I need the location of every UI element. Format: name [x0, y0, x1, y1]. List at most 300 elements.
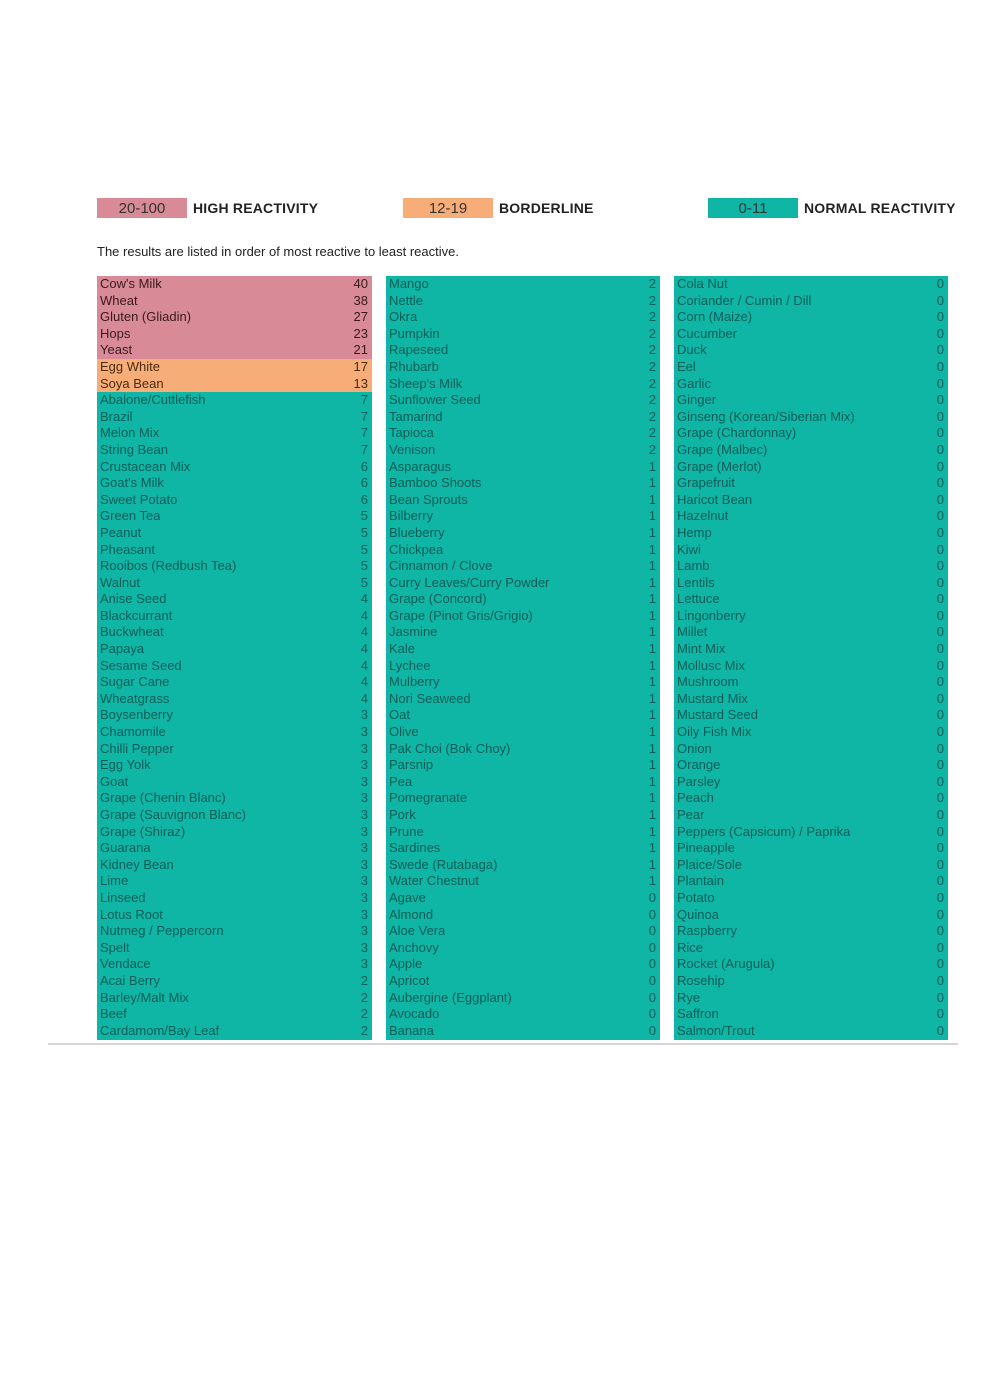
result-row	[674, 873, 948, 890]
result-row	[674, 326, 948, 343]
result-row	[674, 724, 948, 741]
food-name: Apple	[389, 956, 423, 972]
food-name: Prune	[389, 823, 424, 839]
result-row	[674, 990, 948, 1007]
food-name: Vendace	[100, 956, 151, 972]
result-row	[674, 542, 948, 559]
food-name: Okra	[389, 309, 418, 325]
result-row	[386, 591, 660, 608]
reactivity-score: 0	[936, 657, 944, 673]
reactivity-score: 0	[936, 790, 944, 806]
food-name: Salmon/Trout	[677, 1022, 755, 1038]
reactivity-score: 0	[936, 408, 944, 424]
reactivity-score: 5	[360, 508, 368, 524]
result-row	[386, 475, 660, 492]
food-name: Pea	[389, 773, 413, 789]
reactivity-score: 5	[360, 541, 368, 557]
food-name: Pineapple	[677, 840, 735, 856]
result-row	[97, 1023, 372, 1040]
result-row	[674, 840, 948, 857]
result-row	[674, 757, 948, 774]
food-name: Crustacean Mix	[100, 458, 191, 474]
result-row	[386, 1006, 660, 1023]
result-row	[386, 807, 660, 824]
legend-high	[97, 198, 318, 218]
food-name: Chilli Pepper	[100, 740, 174, 756]
food-name: Lamb	[677, 558, 710, 574]
result-row	[97, 840, 372, 857]
reactivity-score: 2	[648, 276, 656, 291]
food-name: Lychee	[389, 657, 431, 673]
food-name: Boysenberry	[100, 707, 173, 723]
result-row	[674, 824, 948, 841]
result-row	[386, 973, 660, 990]
food-name: Aubergine (Eggplant)	[389, 989, 512, 1005]
result-row	[674, 293, 948, 310]
reactivity-score: 0	[936, 276, 944, 291]
result-row	[386, 558, 660, 575]
food-name: Mustard Mix	[677, 690, 748, 706]
result-row	[386, 326, 660, 343]
result-row	[97, 359, 372, 376]
reactivity-score: 1	[648, 558, 656, 574]
food-name: Swede (Rutabaga)	[389, 856, 498, 872]
reactivity-score: 0	[936, 309, 944, 325]
result-row	[97, 525, 372, 542]
food-name: Mustard Seed	[677, 707, 758, 723]
result-row	[674, 707, 948, 724]
reactivity-score: 3	[360, 840, 368, 856]
reactivity-score: 1	[648, 591, 656, 607]
reactivity-score: 3	[360, 807, 368, 822]
reactivity-score: 3	[360, 724, 368, 740]
result-row	[97, 774, 372, 791]
food-name: Grape (Merlot)	[677, 458, 762, 474]
reactivity-score: 7	[360, 441, 368, 457]
reactivity-score: 6	[360, 475, 368, 491]
food-name: Barley/Malt Mix	[100, 989, 189, 1005]
result-row	[97, 425, 372, 442]
food-name: Cow's Milk	[100, 276, 162, 291]
result-row	[97, 807, 372, 824]
reactivity-score: 1	[648, 574, 656, 590]
result-row	[674, 475, 948, 492]
result-row	[97, 724, 372, 741]
reactivity-score: 0	[936, 392, 944, 408]
food-name: Green Tea	[100, 508, 161, 524]
food-name: Nettle	[389, 292, 423, 308]
reactivity-score: 0	[936, 906, 944, 922]
food-name: Pork	[389, 807, 416, 822]
result-row	[97, 1006, 372, 1023]
food-name: Eel	[677, 358, 696, 374]
food-name: Gluten (Gliadin)	[100, 309, 192, 325]
food-name: Rye	[677, 989, 701, 1005]
reactivity-score: 6	[360, 491, 368, 507]
legend-high-swatch: 20-100	[97, 198, 187, 218]
reactivity-score: 1	[648, 624, 656, 640]
result-row	[97, 326, 372, 343]
result-row	[97, 376, 372, 393]
result-row	[674, 890, 948, 907]
result-row	[97, 608, 372, 625]
food-name: Grapefruit	[677, 475, 735, 491]
result-row	[386, 309, 660, 326]
food-name: Jasmine	[389, 624, 438, 640]
food-name: Ginseng (Korean/Siberian Mix)	[677, 408, 855, 424]
reactivity-score: 0	[648, 906, 656, 922]
food-name: Nutmeg / Peppercorn	[100, 923, 224, 939]
result-row	[97, 475, 372, 492]
reactivity-score: 21	[353, 342, 368, 358]
food-name: Mango	[389, 276, 429, 291]
food-name: Venison	[389, 441, 436, 457]
food-name: Grape (Chenin Blanc)	[100, 790, 226, 806]
food-name: Pumpkin	[389, 325, 440, 341]
reactivity-score: 0	[936, 441, 944, 457]
food-name: Papaya	[100, 641, 145, 657]
reactivity-score: 0	[648, 972, 656, 988]
result-row	[97, 624, 372, 641]
result-row	[97, 956, 372, 973]
result-row	[674, 392, 948, 409]
result-row	[386, 624, 660, 641]
results-column-2	[386, 276, 660, 1040]
reactivity-score: 4	[360, 657, 368, 673]
food-name: Sheep's Milk	[389, 375, 463, 391]
food-name: Egg Yolk	[100, 757, 151, 773]
food-name: Wheat	[100, 292, 138, 308]
reactivity-score: 2	[648, 408, 656, 424]
reactivity-score: 0	[936, 873, 944, 889]
food-name: Oily Fish Mix	[677, 724, 752, 740]
result-row	[386, 342, 660, 359]
result-row	[97, 342, 372, 359]
reactivity-score: 4	[360, 674, 368, 690]
food-name: Asparagus	[389, 458, 452, 474]
food-name: Grape (Malbec)	[677, 441, 768, 457]
result-row	[674, 309, 948, 326]
food-name: Sweet Potato	[100, 491, 178, 507]
result-row	[386, 907, 660, 924]
result-row	[97, 824, 372, 841]
reactivity-score: 0	[936, 972, 944, 988]
food-name: Raspberry	[677, 923, 737, 939]
result-row	[97, 658, 372, 675]
result-row	[97, 641, 372, 658]
reactivity-score: 2	[360, 989, 368, 1005]
food-name: Banana	[389, 1022, 434, 1038]
reactivity-score: 1	[648, 873, 656, 889]
reactivity-score: 0	[936, 524, 944, 540]
reactivity-score: 2	[648, 309, 656, 325]
result-row	[97, 707, 372, 724]
reactivity-score: 0	[936, 641, 944, 657]
result-row	[386, 873, 660, 890]
food-name: Water Chestnut	[389, 873, 479, 889]
result-row	[674, 658, 948, 675]
food-name: Kidney Bean	[100, 856, 174, 872]
result-row	[97, 276, 372, 293]
food-name: Grape (Sauvignon Blanc)	[100, 807, 246, 822]
reactivity-score: 1	[648, 840, 656, 856]
food-name: Grape (Shiraz)	[100, 823, 186, 839]
food-name: Aloe Vera	[389, 923, 446, 939]
result-row	[386, 857, 660, 874]
food-name: Duck	[677, 342, 707, 358]
reactivity-score: 1	[648, 524, 656, 540]
result-row	[674, 459, 948, 476]
food-name: Mint Mix	[677, 641, 726, 657]
reactivity-score: 2	[648, 342, 656, 358]
food-name: Chickpea	[389, 541, 444, 557]
food-name: Chamomile	[100, 724, 166, 740]
result-row	[97, 309, 372, 326]
food-name: Kale	[389, 641, 416, 657]
result-row	[97, 542, 372, 559]
food-name: Blueberry	[389, 524, 445, 540]
reactivity-score: 2	[360, 1022, 368, 1038]
result-row	[386, 575, 660, 592]
reactivity-score: 0	[936, 624, 944, 640]
reactivity-score: 5	[360, 524, 368, 540]
food-name: Parsley	[677, 773, 721, 789]
reactivity-score: 0	[936, 840, 944, 856]
food-name: Saffron	[677, 1006, 719, 1022]
food-name: Olive	[389, 724, 419, 740]
reactivity-score: 13	[353, 375, 368, 391]
reactivity-score: 1	[648, 707, 656, 723]
page-divider	[48, 1043, 958, 1045]
legend-borderline-swatch: 12-19	[403, 198, 493, 218]
food-name: Guarana	[100, 840, 151, 856]
result-row	[674, 774, 948, 791]
reactivity-score: 0	[936, 358, 944, 374]
reactivity-score: 1	[648, 657, 656, 673]
reactivity-score: 3	[360, 790, 368, 806]
food-name: Tamarind	[389, 408, 443, 424]
results-column-3	[674, 276, 948, 1040]
reactivity-score: 1	[648, 491, 656, 507]
result-row	[386, 293, 660, 310]
reactivity-score: 23	[353, 325, 368, 341]
food-name: Lotus Root	[100, 906, 163, 922]
food-name: Tapioca	[389, 425, 434, 441]
reactivity-score: 1	[648, 790, 656, 806]
food-name: Pheasant	[100, 541, 155, 557]
reactivity-score: 0	[936, 939, 944, 955]
reactivity-score: 2	[648, 425, 656, 441]
reactivity-score: 17	[353, 358, 368, 374]
result-row	[97, 508, 372, 525]
result-row	[97, 923, 372, 940]
result-row	[386, 940, 660, 957]
result-row	[386, 641, 660, 658]
food-name: Brazil	[100, 408, 133, 424]
food-name: Onion	[677, 740, 712, 756]
result-row	[386, 707, 660, 724]
result-row	[674, 691, 948, 708]
reactivity-score: 0	[936, 740, 944, 756]
reactivity-score: 3	[360, 707, 368, 723]
result-row	[674, 442, 948, 459]
reactivity-score: 0	[936, 558, 944, 574]
reactivity-score: 2	[360, 1006, 368, 1022]
reactivity-score: 3	[360, 889, 368, 905]
food-name: Beef	[100, 1006, 127, 1022]
result-row	[386, 376, 660, 393]
result-row	[386, 691, 660, 708]
food-name: Cucumber	[677, 325, 737, 341]
reactivity-score: 0	[936, 889, 944, 905]
food-name: Almond	[389, 906, 434, 922]
result-row	[386, 990, 660, 1007]
result-row	[386, 409, 660, 426]
result-row	[674, 956, 948, 973]
result-row	[386, 890, 660, 907]
food-name: Corn (Maize)	[677, 309, 753, 325]
reactivity-score: 1	[648, 541, 656, 557]
result-row	[97, 691, 372, 708]
food-name: Cardamom/Bay Leaf	[100, 1022, 220, 1038]
food-name: Goat's Milk	[100, 475, 164, 491]
food-name: Walnut	[100, 574, 140, 590]
food-name: Rhubarb	[389, 358, 439, 374]
result-row	[97, 873, 372, 890]
result-row	[386, 774, 660, 791]
reactivity-score: 0	[936, 325, 944, 341]
result-row	[386, 1023, 660, 1040]
result-row	[386, 757, 660, 774]
reactivity-score: 0	[936, 856, 944, 872]
reactivity-score: 3	[360, 923, 368, 939]
legend-high-label: HIGH REACTIVITY	[193, 200, 319, 216]
result-row	[97, 409, 372, 426]
reactivity-score: 2	[648, 292, 656, 308]
result-row	[386, 741, 660, 758]
result-row	[97, 674, 372, 691]
reactivity-score: 0	[936, 1022, 944, 1038]
result-row	[674, 1006, 948, 1023]
food-name: Lime	[100, 873, 129, 889]
food-name: Rosehip	[677, 972, 725, 988]
reactivity-score: 2	[648, 441, 656, 457]
reactivity-score: 7	[360, 392, 368, 408]
reactivity-score: 0	[936, 989, 944, 1005]
result-row	[674, 973, 948, 990]
reactivity-score: 0	[936, 342, 944, 358]
result-row	[674, 359, 948, 376]
reactivity-score: 0	[936, 674, 944, 690]
result-row	[97, 907, 372, 924]
reactivity-score: 0	[936, 956, 944, 972]
food-name: Potato	[677, 889, 715, 905]
food-name: Grape (Concord)	[389, 591, 487, 607]
result-row	[97, 940, 372, 957]
food-name: Soya Bean	[100, 375, 164, 391]
reactivity-score: 0	[936, 923, 944, 939]
result-row	[97, 857, 372, 874]
food-name: Mollusc Mix	[677, 657, 745, 673]
result-row	[97, 459, 372, 476]
result-row	[674, 276, 948, 293]
result-row	[674, 525, 948, 542]
food-name: Hops	[100, 325, 131, 341]
legend-normal-label: NORMAL REACTIVITY	[804, 200, 956, 216]
food-name: Blackcurrant	[100, 607, 173, 623]
reactivity-score: 3	[360, 823, 368, 839]
result-row	[674, 741, 948, 758]
reactivity-score: 0	[648, 956, 656, 972]
food-name: Acai Berry	[100, 972, 160, 988]
food-name: Anise Seed	[100, 591, 167, 607]
reactivity-score: 2	[648, 375, 656, 391]
reactivity-score: 1	[648, 508, 656, 524]
food-name: Cola Nut	[677, 276, 728, 291]
reactivity-score: 1	[648, 773, 656, 789]
reactivity-score: 1	[648, 475, 656, 491]
reactivity-score: 4	[360, 641, 368, 657]
reactivity-score: 4	[360, 624, 368, 640]
food-name: Millet	[677, 624, 708, 640]
food-name: Grape (Pinot Gris/Grigio)	[389, 607, 533, 623]
reactivity-score: 0	[936, 541, 944, 557]
food-name: Wheatgrass	[100, 690, 170, 706]
reactivity-score: 0	[936, 491, 944, 507]
result-row	[386, 790, 660, 807]
food-name: Sardines	[389, 840, 441, 856]
reactivity-score: 2	[648, 325, 656, 341]
food-name: Egg White	[100, 358, 160, 374]
reactivity-score: 1	[648, 740, 656, 756]
food-name: Peppers (Capsicum) / Paprika	[677, 823, 851, 839]
result-row	[674, 1023, 948, 1040]
food-name: Anchovy	[389, 939, 439, 955]
result-row	[674, 940, 948, 957]
reactivity-score: 4	[360, 690, 368, 706]
reactivity-score: 0	[648, 923, 656, 939]
food-name: Cinnamon / Clove	[389, 558, 493, 574]
reactivity-score: 3	[360, 906, 368, 922]
reactivity-score: 2	[648, 358, 656, 374]
result-row	[386, 392, 660, 409]
result-row	[674, 608, 948, 625]
food-name: Bean Sprouts	[389, 491, 468, 507]
reactivity-score: 2	[648, 392, 656, 408]
reactivity-score: 0	[648, 939, 656, 955]
reactivity-score: 40	[353, 276, 368, 291]
reactivity-score: 3	[360, 856, 368, 872]
reactivity-score: 5	[360, 574, 368, 590]
reactivity-score: 6	[360, 458, 368, 474]
result-row	[97, 392, 372, 409]
reactivity-score: 1	[648, 641, 656, 657]
food-name: Bamboo Shoots	[389, 475, 482, 491]
result-row	[386, 840, 660, 857]
result-row	[97, 890, 372, 907]
result-row	[386, 276, 660, 293]
reactivity-score: 4	[360, 607, 368, 623]
food-name: Quinoa	[677, 906, 719, 922]
food-name: Goat	[100, 773, 129, 789]
result-row	[674, 425, 948, 442]
result-row	[674, 508, 948, 525]
results-order-note: The results are listed in order of most reactive to least reactive.	[97, 244, 459, 259]
food-name: String Bean	[100, 441, 168, 457]
reactivity-score: 1	[648, 607, 656, 623]
food-name: Nori Seaweed	[389, 690, 471, 706]
food-name: Pak Choi (Bok Choy)	[389, 740, 511, 756]
